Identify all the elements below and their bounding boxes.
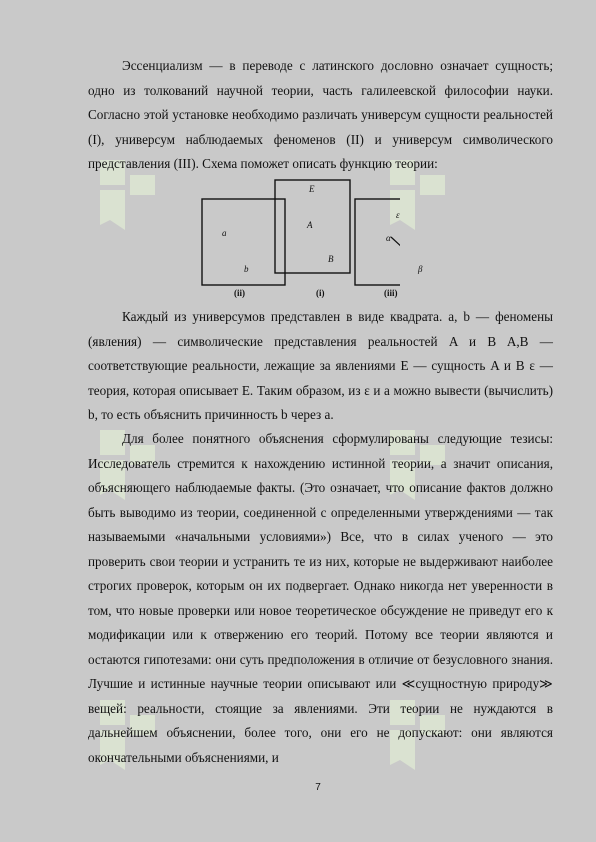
diagram-canvas	[200, 178, 400, 302]
label-a: a	[222, 228, 227, 238]
caption-iii: (iii)	[384, 288, 398, 298]
arrow-line	[391, 237, 400, 260]
label-alpha: α	[386, 233, 391, 243]
label-E: E	[309, 184, 315, 194]
square-iii	[355, 199, 400, 285]
label-b: b	[244, 264, 249, 274]
label-beta: β	[418, 264, 423, 274]
universes-diagram	[200, 178, 423, 302]
paragraph-text: Каждый из универсумов представлен в виде квадрата. a, b — феномены (явления) — символические представления реальностей A и B A,B — соответствующие реальности, лежащие за явлениями E — сущность A и B ε — теория, которая описывает E. Таким образом, из ε и a можно вывести (вычислить) b, то есть объяснить причинность b через a.	[88, 309, 553, 422]
caption-i: (i)	[316, 288, 325, 298]
paragraph-theses	[88, 427, 553, 770]
paragraph-text: Для более понятного объяснения сформулированы следующие тезисы: Исследователь стремится к нахождению истинной теории, а значит описания, объясняющего наблюдаемые факты. (Это означает, что описание фактов должно быть выводимо из теории, соединенной с определенными утверждениями — так называемыми «начальными условиями») Все, что в силах ученого — это проверить свои теории и устранить те из них, которые не выдерживают наиболее строгих проверок, которым он их подвергает. Однако никогда нет уверенности в том, что новые проверки или новое теоретическое обсуждение не приведут его к модификации или к отвержению его теорий. Потому все теории являются и остаются гипотезами: они суть предположения в отличие от безусловного знания. Лучшие и истинные научные теории описывают или ≪сущностную природу≫ вещей: реальности, стоящие за явлениями. Эти теории не нуждаются в дальнейшем объяснении, более того, они его не допускают: они являются окончательными объяснениями, и	[88, 431, 553, 765]
label-A: A	[307, 220, 313, 230]
label-epsilon: ε	[396, 210, 400, 220]
caption-ii: (ii)	[234, 288, 245, 298]
label-B: B	[328, 254, 334, 264]
paragraph-text: Эссенциализм — в переводе с латинского дословно означает сущность; одно из толкований научной теории, часть галилеевской философии науки. Согласно этой установке необходимо различать универсум сущности реальностей (I), универсум наблюдаемых феноменов (II) и универсум символического представления (III). Схема поможет описать функцию теории:	[88, 58, 553, 171]
paragraph-intro	[88, 54, 553, 177]
paragraph-explanation	[88, 305, 553, 428]
page-number: 7	[315, 782, 321, 793]
